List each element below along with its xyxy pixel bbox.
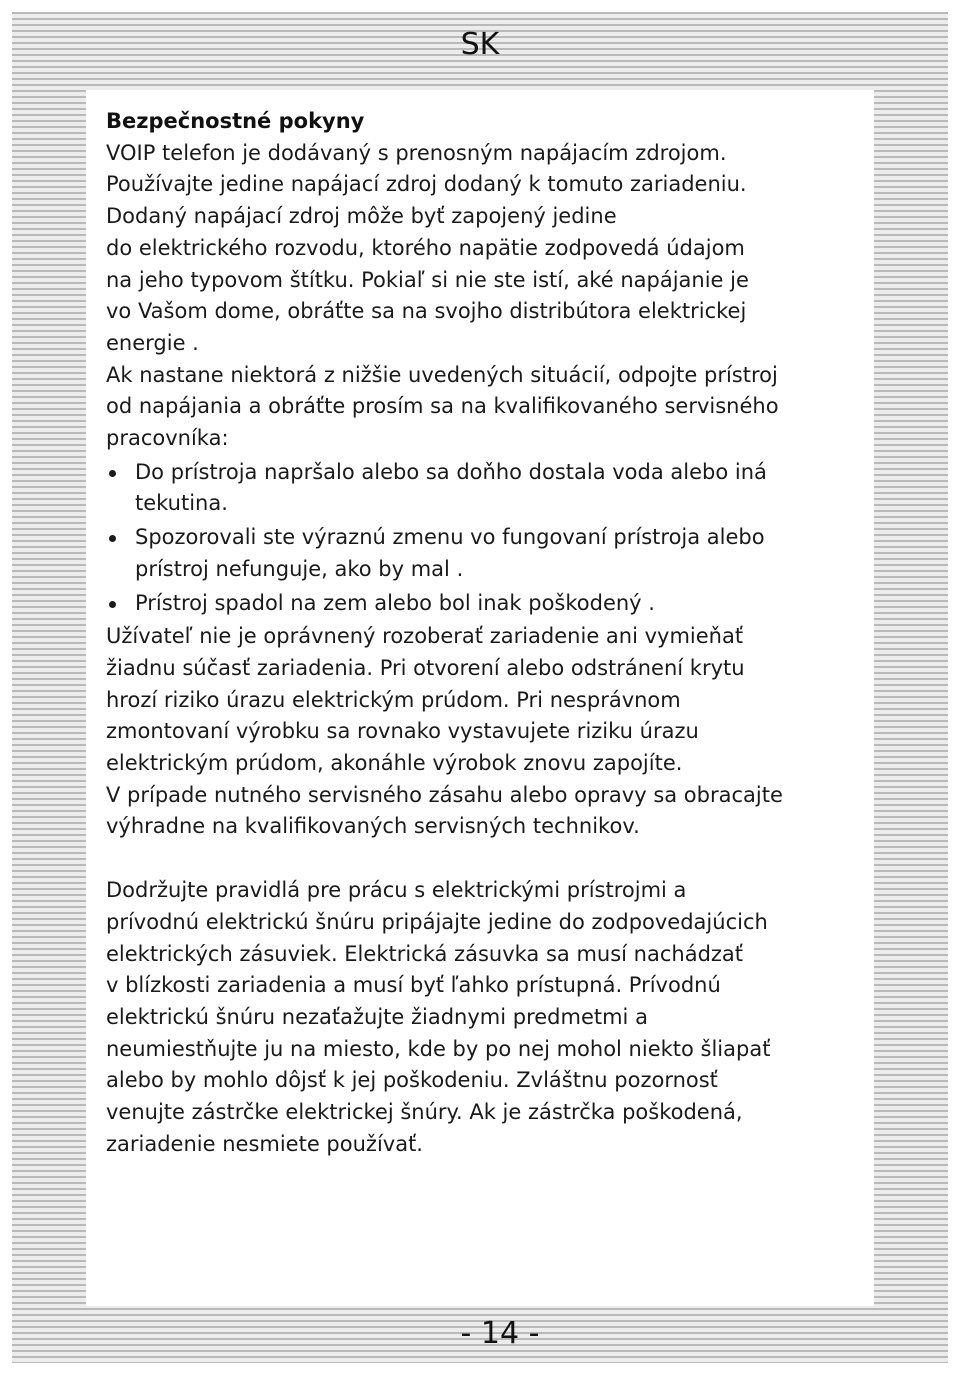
bullet-icon	[109, 470, 116, 477]
text-line: v blízkosti zariadenia a musí byť ľahko prístupná. Prívodnú	[106, 973, 721, 998]
language-code: SK	[460, 27, 500, 62]
text-line: Prístroj spadol na zem alebo bol inak poškodený .	[135, 590, 655, 615]
text-line: Užívateľ nie je oprávnený rozoberať zariadenie ani vymieňať	[106, 624, 744, 649]
text-line: VOIP telefon je dodávaný s prenosným napájacím zdrojom.	[106, 140, 727, 165]
text-line: elektrickú šnúru nezaťažujte žiadnymi predmetmi a	[106, 1004, 648, 1029]
text-line: Dodržujte pravidlá pre prácu s elektrickými prístrojmi a	[106, 878, 687, 903]
text-line: prívodnú elektrickú šnúru pripájajte jedine do zodpovedajúcich	[106, 909, 768, 934]
power-cord-paragraph	[106, 875, 866, 1160]
text-line: Do prístroja napršalo alebo sa doňho dostala voda alebo iná	[135, 459, 767, 484]
text-line: neumiestňujte ju na miesto, kde by po nej mohol niekto šliapať	[106, 1036, 771, 1061]
bullet-icon	[109, 535, 116, 542]
document-body	[106, 106, 866, 1161]
text-line: zmontovaní výrobku sa rovnako vystavujete riziku úrazu	[106, 719, 699, 744]
intro-paragraph	[106, 138, 866, 455]
list-item	[106, 457, 866, 520]
text-line: Ak nastane niektorá z nižšie uvedených situácií, odpojte prístroj	[106, 362, 778, 387]
text-line: energie .	[106, 330, 199, 355]
text-line: elektrických zásuviek. Elektrická zásuvka sa musí nachádzať	[106, 941, 744, 966]
paragraph-gap	[106, 843, 866, 875]
text-line: na jeho typovom štítku. Pokiaľ si nie ste istí, aké napájanie je	[106, 267, 749, 292]
list-item	[106, 588, 866, 620]
text-line: tekutina.	[135, 491, 228, 516]
text-line: výhradne na kvalifikovaných servisných technikov.	[106, 814, 640, 839]
text-line: žiadnu súčasť zariadenia. Pri otvorení alebo odstránení krytu	[106, 655, 745, 680]
text-line: pracovníka:	[106, 426, 229, 451]
text-line: hrozí riziko úrazu elektrickým prúdom. Pri nesprávnom	[106, 687, 681, 712]
text-line: od napájania a obráťte prosím sa na kvalifikovaného servisného	[106, 394, 779, 419]
text-line: V prípade nutného servisného zásahu alebo opravy sa obracajte	[106, 782, 783, 807]
page-number: - 14 -	[460, 1316, 540, 1351]
text-line: prístroj nefunguje, ako by mal .	[135, 556, 464, 581]
text-line: venujte zástrčke elektrickej šnúry. Ak je zástrčka poškodená,	[106, 1100, 743, 1125]
text-line: Dodaný napájací zdroj môže byť zapojený jedine	[106, 204, 617, 229]
section-heading: Bezpečnostné pokyny	[106, 109, 365, 133]
text-line: do elektrického rozvodu, ktorého napätie zodpovedá údajom	[106, 235, 745, 260]
warning-paragraph	[106, 621, 866, 843]
text-line: Používajte jedine napájací zdroj dodaný k tomuto zariadeniu.	[106, 172, 747, 197]
bullet-icon	[109, 601, 116, 608]
text-line: zariadenie nesmiete používať.	[106, 1131, 423, 1156]
text-line: elektrickým prúdom, akonáhle výrobok znovu zapojíte.	[106, 751, 683, 776]
text-line: alebo by mohlo dôjsť k jej poškodeniu. Zvláštnu pozornosť	[106, 1068, 718, 1093]
list-item	[106, 522, 866, 585]
text-line: vo Vašom dome, obráťte sa na svojho distribútora elektrickej	[106, 299, 747, 324]
situations-list	[106, 457, 866, 620]
text-line: Spozorovali ste výraznú zmenu vo fungovaní prístroja alebo	[135, 525, 765, 550]
